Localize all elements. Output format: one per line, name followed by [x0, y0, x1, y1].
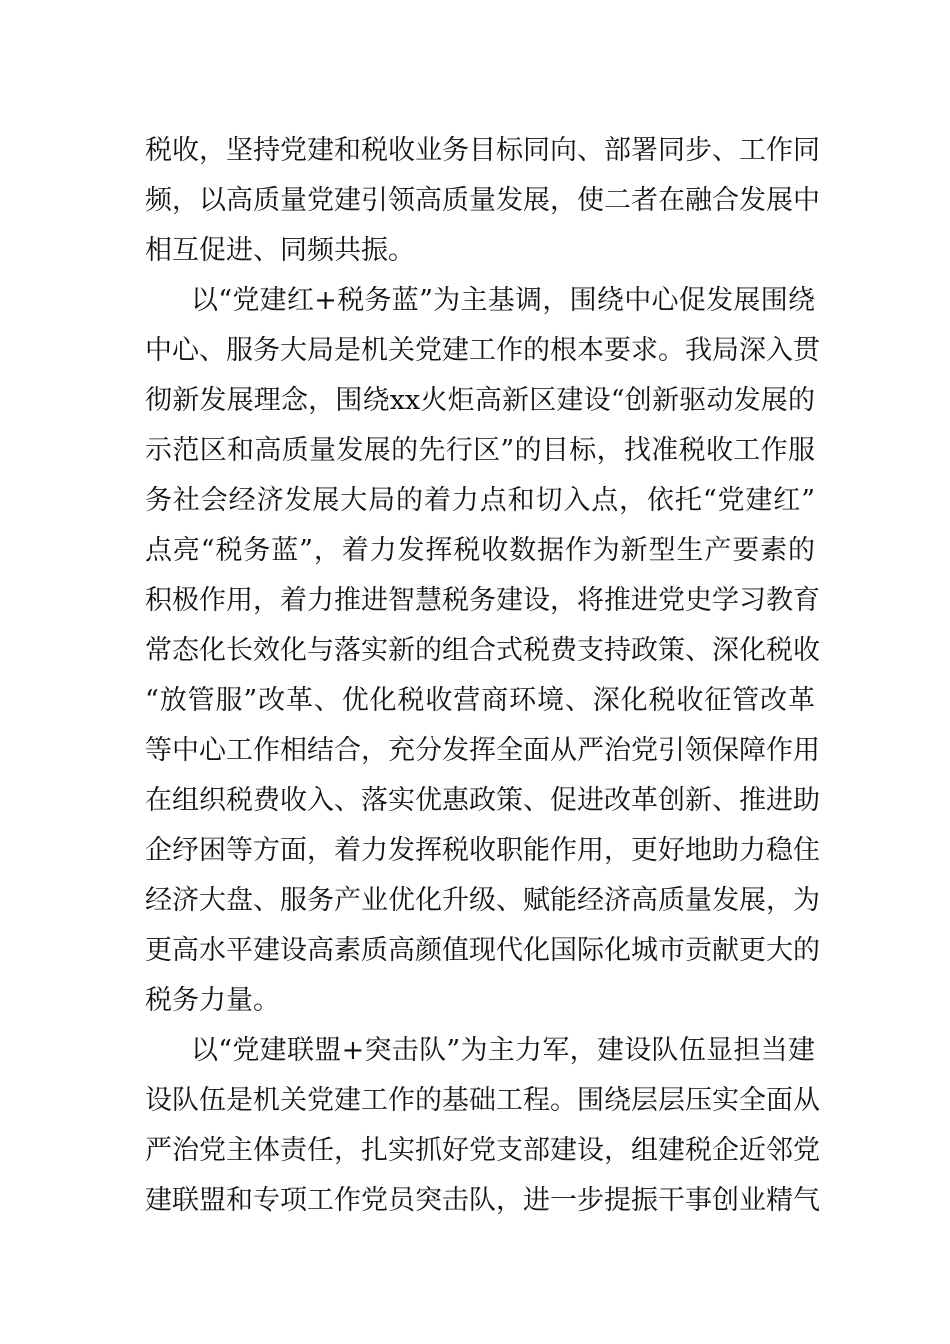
text-line: 示范区和高质量发展的先行区”的目标，找准税收工作服 [145, 435, 815, 466]
paragraph-1 [145, 126, 820, 276]
text-line: 严治党主体责任，扎实抓好党支部建设，组建税企近邻党 [145, 1135, 820, 1166]
paragraph-3 [145, 1026, 820, 1226]
text-line: 等中心工作相结合，充分发挥全面从严治党引领保障作用 [145, 735, 820, 766]
text-line: 常态化长效化与落实新的组合式税费支持政策、深化税收 [145, 635, 820, 666]
text-line: 建联盟和专项工作党员突击队，进一步提振干事创业精气 [145, 1185, 820, 1216]
text-line: 以“党建联盟+突击队”为主力军，建设队伍显担当建 [191, 1035, 815, 1066]
text-line: 企纾困等方面，着力发挥税收职能作用，更好地助力稳住 [145, 835, 820, 866]
text-line: 在组织税费收入、落实优惠政策、促进改革创新、推进助 [145, 785, 820, 816]
text-line: 彻新发展理念，围绕xx火炬高新区建设“创新驱动发展的 [145, 385, 815, 416]
text-line: 设队伍是机关党建工作的基础工程。围绕层层压实全面从 [145, 1085, 820, 1116]
text-line: 中心、服务大局是机关党建工作的根本要求。我局深入贯 [145, 335, 820, 366]
paragraph-2 [145, 276, 820, 1026]
document-body [145, 126, 820, 1226]
text-line: 税务力量。 [145, 985, 280, 1016]
text-line: 积极作用，着力推进智慧税务建设，将推进党史学习教育 [145, 585, 820, 616]
text-line: 点亮“税务蓝”，着力发挥税收数据作为新型生产要素的 [145, 535, 815, 566]
text-line: “放管服”改革、优化税收营商环境、深化税收征管改革 [145, 685, 815, 716]
text-line: 经济大盘、服务产业优化升级、赋能经济高质量发展，为 [145, 885, 820, 916]
text-line: 频，以高质量党建引领高质量发展，使二者在融合发展中 [145, 185, 820, 216]
text-line: 务社会经济发展大局的着力点和切入点，依托“党建红” [145, 485, 815, 516]
text-line: 相互促进、同频共振。 [145, 235, 415, 266]
text-line: 税收，坚持党建和税收业务目标同向、部署同步、工作同 [145, 135, 820, 166]
text-line: 以“党建红+税务蓝”为主基调，围绕中心促发展围绕 [191, 285, 815, 316]
text-line: 更高水平建设高素质高颜值现代化国际化城市贡献更大的 [145, 935, 820, 966]
